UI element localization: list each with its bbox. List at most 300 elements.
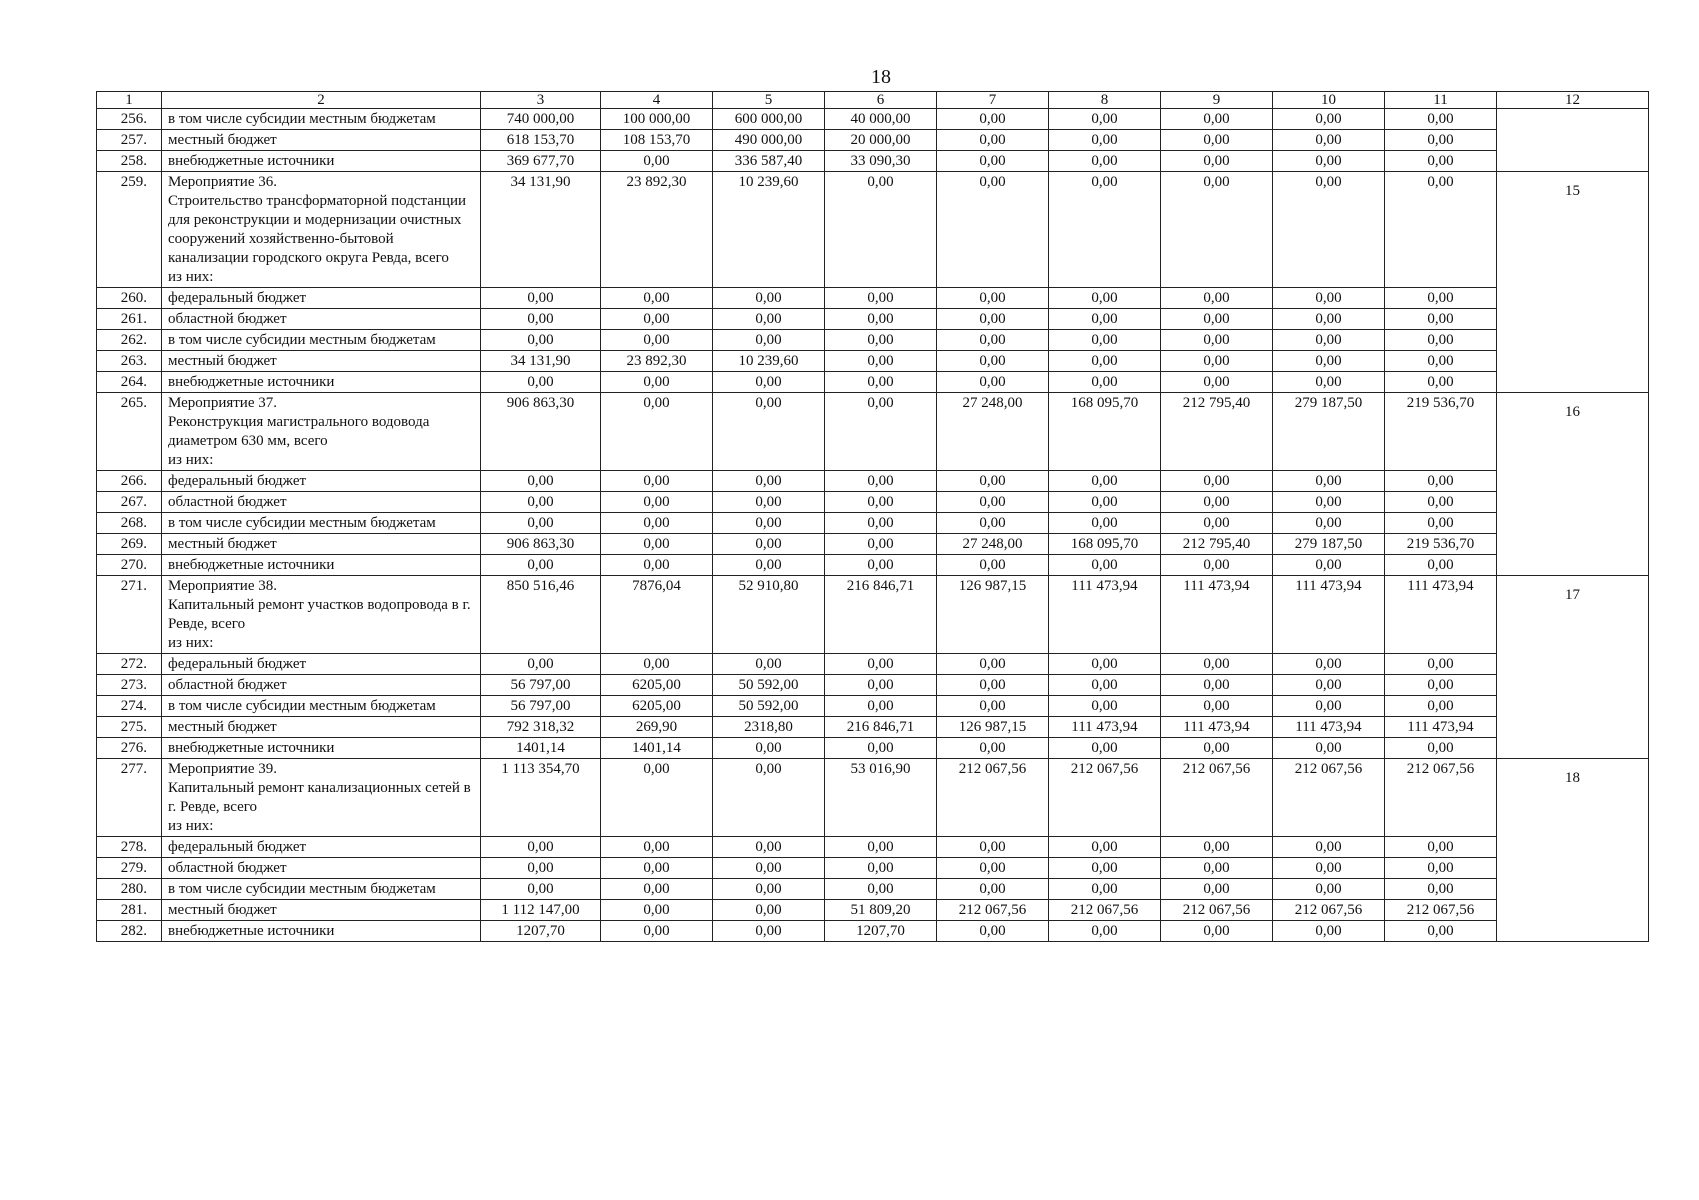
amount-cell: 0,00 <box>1385 675 1497 696</box>
amount-cell: 0,00 <box>713 858 825 879</box>
amount-cell: 212 067,56 <box>1049 900 1161 921</box>
table-row <box>97 738 1649 759</box>
amount-cell: 0,00 <box>1049 172 1161 288</box>
amount-cell: 0,00 <box>825 288 937 309</box>
amount-cell: 50 592,00 <box>713 675 825 696</box>
amount-cell: 216 846,71 <box>825 717 937 738</box>
amount-cell: 0,00 <box>481 879 601 900</box>
row-number: 268. <box>97 513 162 534</box>
table-row <box>97 109 1649 130</box>
row-label: местный бюджет <box>162 130 481 151</box>
amount-cell: 0,00 <box>601 513 713 534</box>
amount-cell: 0,00 <box>481 372 601 393</box>
amount-cell: 111 473,94 <box>1385 717 1497 738</box>
amount-cell: 0,00 <box>1385 372 1497 393</box>
amount-cell: 0,00 <box>937 654 1049 675</box>
amount-cell: 0,00 <box>825 172 937 288</box>
amount-cell: 50 592,00 <box>713 696 825 717</box>
amount-cell: 0,00 <box>1049 858 1161 879</box>
row-number: 270. <box>97 555 162 576</box>
row-number: 260. <box>97 288 162 309</box>
amount-cell: 0,00 <box>601 858 713 879</box>
column-header: 1 <box>97 92 162 109</box>
row-label: в том числе субсидии местным бюджетам <box>162 513 481 534</box>
amount-cell: 0,00 <box>601 534 713 555</box>
amount-cell: 0,00 <box>1161 330 1273 351</box>
table-row <box>97 130 1649 151</box>
amount-cell: 0,00 <box>1049 471 1161 492</box>
row-label: местный бюджет <box>162 351 481 372</box>
amount-cell: 0,00 <box>713 309 825 330</box>
amount-cell: 0,00 <box>937 172 1049 288</box>
amount-cell: 0,00 <box>1161 471 1273 492</box>
amount-cell: 0,00 <box>1273 738 1385 759</box>
amount-cell: 27 248,00 <box>937 393 1049 471</box>
amount-cell: 0,00 <box>713 900 825 921</box>
row-label: федеральный бюджет <box>162 837 481 858</box>
row-number: 279. <box>97 858 162 879</box>
amount-cell: 212 067,56 <box>1049 759 1161 837</box>
amount-cell: 0,00 <box>713 921 825 942</box>
table-row <box>97 534 1649 555</box>
amount-cell: 0,00 <box>1161 172 1273 288</box>
row-number: 277. <box>97 759 162 837</box>
amount-cell: 168 095,70 <box>1049 393 1161 471</box>
amount-cell: 0,00 <box>601 555 713 576</box>
table-row <box>97 654 1649 675</box>
amount-cell: 0,00 <box>1385 879 1497 900</box>
amount-cell: 0,00 <box>1273 921 1385 942</box>
amount-cell: 0,00 <box>1385 555 1497 576</box>
row-number: 263. <box>97 351 162 372</box>
column-header: 10 <box>1273 92 1385 109</box>
amount-cell: 111 473,94 <box>1049 717 1161 738</box>
amount-cell: 0,00 <box>1385 330 1497 351</box>
table-row <box>97 151 1649 172</box>
table-row <box>97 576 1649 654</box>
table-row <box>97 837 1649 858</box>
amount-cell: 0,00 <box>1273 675 1385 696</box>
amount-cell: 111 473,94 <box>1049 576 1161 654</box>
amount-cell: 0,00 <box>825 675 937 696</box>
row-label: федеральный бюджет <box>162 288 481 309</box>
amount-cell: 0,00 <box>937 351 1049 372</box>
table-row <box>97 288 1649 309</box>
amount-cell: 0,00 <box>1161 654 1273 675</box>
amount-cell: 168 095,70 <box>1049 534 1161 555</box>
amount-cell: 0,00 <box>1161 675 1273 696</box>
amount-cell: 0,00 <box>601 372 713 393</box>
row-number: 258. <box>97 151 162 172</box>
amount-cell: 0,00 <box>713 330 825 351</box>
amount-cell: 126 987,15 <box>937 717 1049 738</box>
amount-cell: 850 516,46 <box>481 576 601 654</box>
table-row <box>97 492 1649 513</box>
column-header: 8 <box>1049 92 1161 109</box>
row-label: областной бюджет <box>162 309 481 330</box>
amount-cell: 0,00 <box>1385 492 1497 513</box>
row-number: 278. <box>97 837 162 858</box>
amount-cell: 10 239,60 <box>713 172 825 288</box>
amount-cell: 0,00 <box>937 309 1049 330</box>
row-label: в том числе субсидии местным бюджетам <box>162 696 481 717</box>
row-label: Мероприятие 36. Строительство трансформаторной подстанции для реконструкции и модернизации очистных сооружений хозяйственно-бытовой канализации городского округа Ревда, всего из них: <box>162 172 481 288</box>
amount-cell: 0,00 <box>825 879 937 900</box>
amount-cell: 0,00 <box>825 471 937 492</box>
amount-cell: 212 795,40 <box>1161 534 1273 555</box>
amount-cell: 212 067,56 <box>1161 759 1273 837</box>
amount-cell: 53 016,90 <box>825 759 937 837</box>
amount-cell: 10 239,60 <box>713 351 825 372</box>
amount-cell: 1 113 354,70 <box>481 759 601 837</box>
amount-cell: 0,00 <box>481 513 601 534</box>
amount-cell: 0,00 <box>1161 151 1273 172</box>
table-row <box>97 513 1649 534</box>
amount-cell: 0,00 <box>601 654 713 675</box>
amount-cell: 0,00 <box>1273 513 1385 534</box>
amount-cell: 0,00 <box>937 921 1049 942</box>
amount-cell: 0,00 <box>1385 696 1497 717</box>
amount-cell: 1207,70 <box>481 921 601 942</box>
amount-cell: 0,00 <box>713 738 825 759</box>
row-label: внебюджетные источники <box>162 738 481 759</box>
amount-cell: 0,00 <box>1049 513 1161 534</box>
amount-cell: 0,00 <box>1161 696 1273 717</box>
amount-cell: 0,00 <box>481 837 601 858</box>
table-row <box>97 759 1649 837</box>
header-row <box>97 92 1649 109</box>
amount-cell: 0,00 <box>1161 555 1273 576</box>
row-number: 274. <box>97 696 162 717</box>
row-number: 269. <box>97 534 162 555</box>
amount-cell: 0,00 <box>601 759 713 837</box>
amount-cell: 111 473,94 <box>1161 717 1273 738</box>
amount-cell: 0,00 <box>713 288 825 309</box>
amount-cell: 0,00 <box>937 288 1049 309</box>
row-number: 256. <box>97 109 162 130</box>
amount-cell: 0,00 <box>481 555 601 576</box>
amount-cell: 1207,70 <box>825 921 937 942</box>
amount-cell: 1401,14 <box>601 738 713 759</box>
amount-cell: 0,00 <box>937 330 1049 351</box>
amount-cell: 0,00 <box>1049 555 1161 576</box>
row-label: Мероприятие 38. Капитальный ремонт участков водопровода в г. Ревде, всего из них: <box>162 576 481 654</box>
amount-cell: 369 677,70 <box>481 151 601 172</box>
amount-cell: 0,00 <box>1385 309 1497 330</box>
table-row <box>97 900 1649 921</box>
amount-cell: 0,00 <box>937 109 1049 130</box>
amount-cell: 0,00 <box>825 696 937 717</box>
table-row <box>97 879 1649 900</box>
amount-cell: 0,00 <box>825 738 937 759</box>
amount-cell: 0,00 <box>1161 858 1273 879</box>
amount-cell: 0,00 <box>601 309 713 330</box>
row-number: 273. <box>97 675 162 696</box>
amount-cell: 0,00 <box>1273 696 1385 717</box>
amount-cell: 0,00 <box>481 654 601 675</box>
amount-cell: 212 067,56 <box>937 900 1049 921</box>
amount-cell: 0,00 <box>1385 471 1497 492</box>
amount-cell: 0,00 <box>1273 858 1385 879</box>
column-header: 9 <box>1161 92 1273 109</box>
reference-cell: 15 <box>1497 172 1649 393</box>
row-number: 261. <box>97 309 162 330</box>
amount-cell: 0,00 <box>825 330 937 351</box>
amount-cell: 0,00 <box>937 492 1049 513</box>
amount-cell: 0,00 <box>1273 351 1385 372</box>
amount-cell: 212 067,56 <box>1273 900 1385 921</box>
table-row <box>97 696 1649 717</box>
table-row <box>97 717 1649 738</box>
amount-cell: 33 090,30 <box>825 151 937 172</box>
amount-cell: 0,00 <box>825 858 937 879</box>
amount-cell: 0,00 <box>825 492 937 513</box>
column-header: 4 <box>601 92 713 109</box>
amount-cell: 0,00 <box>825 555 937 576</box>
row-number: 257. <box>97 130 162 151</box>
amount-cell: 0,00 <box>825 837 937 858</box>
amount-cell: 0,00 <box>1385 172 1497 288</box>
table-row <box>97 675 1649 696</box>
amount-cell: 0,00 <box>1385 513 1497 534</box>
row-number: 281. <box>97 900 162 921</box>
amount-cell: 0,00 <box>1049 675 1161 696</box>
reference-cell: 16 <box>1497 393 1649 576</box>
amount-cell: 0,00 <box>713 513 825 534</box>
row-number: 275. <box>97 717 162 738</box>
row-number: 264. <box>97 372 162 393</box>
row-label: областной бюджет <box>162 675 481 696</box>
amount-cell: 0,00 <box>1273 330 1385 351</box>
amount-cell: 51 809,20 <box>825 900 937 921</box>
amount-cell: 0,00 <box>937 151 1049 172</box>
amount-cell: 212 795,40 <box>1161 393 1273 471</box>
table-row <box>97 330 1649 351</box>
amount-cell: 0,00 <box>1273 309 1385 330</box>
row-number: 272. <box>97 654 162 675</box>
amount-cell: 0,00 <box>937 555 1049 576</box>
amount-cell: 0,00 <box>1385 921 1497 942</box>
row-number: 267. <box>97 492 162 513</box>
amount-cell: 0,00 <box>1049 309 1161 330</box>
amount-cell: 0,00 <box>825 351 937 372</box>
amount-cell: 0,00 <box>481 330 601 351</box>
amount-cell: 0,00 <box>937 675 1049 696</box>
amount-cell: 0,00 <box>937 879 1049 900</box>
amount-cell: 0,00 <box>1161 309 1273 330</box>
row-number: 259. <box>97 172 162 288</box>
amount-cell: 216 846,71 <box>825 576 937 654</box>
amount-cell: 0,00 <box>1049 738 1161 759</box>
table-row <box>97 858 1649 879</box>
amount-cell: 0,00 <box>1273 109 1385 130</box>
amount-cell: 0,00 <box>1161 109 1273 130</box>
column-header: 3 <box>481 92 601 109</box>
amount-cell: 212 067,56 <box>1161 900 1273 921</box>
amount-cell: 0,00 <box>1049 109 1161 130</box>
table-row <box>97 555 1649 576</box>
amount-cell: 27 248,00 <box>937 534 1049 555</box>
amount-cell: 212 067,56 <box>1273 759 1385 837</box>
amount-cell: 0,00 <box>1049 696 1161 717</box>
row-label: внебюджетные источники <box>162 151 481 172</box>
amount-cell: 0,00 <box>937 837 1049 858</box>
amount-cell: 111 473,94 <box>1385 576 1497 654</box>
amount-cell: 0,00 <box>1385 837 1497 858</box>
row-label: внебюджетные источники <box>162 921 481 942</box>
amount-cell: 0,00 <box>481 288 601 309</box>
amount-cell: 740 000,00 <box>481 109 601 130</box>
amount-cell: 0,00 <box>713 534 825 555</box>
amount-cell: 0,00 <box>1273 879 1385 900</box>
budget-table <box>96 91 1649 942</box>
amount-cell: 0,00 <box>1161 372 1273 393</box>
amount-cell: 0,00 <box>713 555 825 576</box>
amount-cell: 0,00 <box>481 858 601 879</box>
amount-cell: 0,00 <box>1049 879 1161 900</box>
row-number: 280. <box>97 879 162 900</box>
table-row <box>97 309 1649 330</box>
amount-cell: 0,00 <box>1273 837 1385 858</box>
amount-cell: 0,00 <box>601 492 713 513</box>
amount-cell: 0,00 <box>937 513 1049 534</box>
amount-cell: 0,00 <box>1385 858 1497 879</box>
amount-cell: 269,90 <box>601 717 713 738</box>
amount-cell: 40 000,00 <box>825 109 937 130</box>
amount-cell: 0,00 <box>713 879 825 900</box>
amount-cell: 1 112 147,00 <box>481 900 601 921</box>
amount-cell: 0,00 <box>1049 372 1161 393</box>
amount-cell: 0,00 <box>713 471 825 492</box>
amount-cell: 23 892,30 <box>601 351 713 372</box>
table-row <box>97 393 1649 471</box>
amount-cell: 0,00 <box>1273 372 1385 393</box>
amount-cell: 34 131,90 <box>481 172 601 288</box>
amount-cell: 0,00 <box>601 330 713 351</box>
column-header: 5 <box>713 92 825 109</box>
amount-cell: 0,00 <box>1049 492 1161 513</box>
amount-cell: 0,00 <box>1161 351 1273 372</box>
row-number: 266. <box>97 471 162 492</box>
row-number: 282. <box>97 921 162 942</box>
amount-cell: 0,00 <box>1161 879 1273 900</box>
row-label: внебюджетные источники <box>162 555 481 576</box>
amount-cell: 0,00 <box>713 372 825 393</box>
row-number: 271. <box>97 576 162 654</box>
amount-cell: 0,00 <box>1385 351 1497 372</box>
amount-cell: 0,00 <box>825 393 937 471</box>
column-header: 11 <box>1385 92 1497 109</box>
amount-cell: 0,00 <box>1273 492 1385 513</box>
amount-cell: 0,00 <box>1385 654 1497 675</box>
amount-cell: 6205,00 <box>601 675 713 696</box>
amount-cell: 0,00 <box>1049 288 1161 309</box>
amount-cell: 0,00 <box>1273 172 1385 288</box>
row-label: федеральный бюджет <box>162 471 481 492</box>
amount-cell: 212 067,56 <box>1385 900 1497 921</box>
row-label: Мероприятие 37. Реконструкция магистрального водовода диаметром 630 мм, всего из них: <box>162 393 481 471</box>
amount-cell: 0,00 <box>825 654 937 675</box>
row-label: местный бюджет <box>162 717 481 738</box>
amount-cell: 111 473,94 <box>1273 717 1385 738</box>
column-header: 6 <box>825 92 937 109</box>
amount-cell: 0,00 <box>1049 654 1161 675</box>
row-label: областной бюджет <box>162 858 481 879</box>
table-row <box>97 921 1649 942</box>
reference-cell: 18 <box>1497 759 1649 942</box>
amount-cell: 212 067,56 <box>1385 759 1497 837</box>
amount-cell: 906 863,30 <box>481 534 601 555</box>
row-label: в том числе субсидии местным бюджетам <box>162 109 481 130</box>
amount-cell: 0,00 <box>1161 513 1273 534</box>
amount-cell: 336 587,40 <box>713 151 825 172</box>
row-label: местный бюджет <box>162 534 481 555</box>
amount-cell: 906 863,30 <box>481 393 601 471</box>
amount-cell: 219 536,70 <box>1385 534 1497 555</box>
amount-cell: 0,00 <box>1049 130 1161 151</box>
amount-cell: 2318,80 <box>713 717 825 738</box>
amount-cell: 600 000,00 <box>713 109 825 130</box>
amount-cell: 23 892,30 <box>601 172 713 288</box>
amount-cell: 0,00 <box>1385 151 1497 172</box>
amount-cell: 0,00 <box>825 309 937 330</box>
amount-cell: 0,00 <box>601 837 713 858</box>
amount-cell: 0,00 <box>825 372 937 393</box>
row-label: местный бюджет <box>162 900 481 921</box>
amount-cell: 0,00 <box>713 654 825 675</box>
amount-cell: 1401,14 <box>481 738 601 759</box>
amount-cell: 0,00 <box>1273 130 1385 151</box>
amount-cell: 0,00 <box>481 309 601 330</box>
amount-cell: 0,00 <box>601 288 713 309</box>
amount-cell: 0,00 <box>1273 151 1385 172</box>
amount-cell: 111 473,94 <box>1161 576 1273 654</box>
amount-cell: 0,00 <box>1049 351 1161 372</box>
amount-cell: 0,00 <box>937 858 1049 879</box>
amount-cell: 212 067,56 <box>937 759 1049 837</box>
row-label: областной бюджет <box>162 492 481 513</box>
amount-cell: 0,00 <box>937 696 1049 717</box>
amount-cell: 52 910,80 <box>713 576 825 654</box>
amount-cell: 0,00 <box>713 837 825 858</box>
amount-cell: 0,00 <box>601 471 713 492</box>
amount-cell: 0,00 <box>1385 109 1497 130</box>
table-row <box>97 351 1649 372</box>
row-label: внебюджетные источники <box>162 372 481 393</box>
amount-cell: 0,00 <box>1385 738 1497 759</box>
table-row <box>97 172 1649 288</box>
budget-table-body <box>97 92 1649 942</box>
amount-cell: 20 000,00 <box>825 130 937 151</box>
amount-cell: 34 131,90 <box>481 351 601 372</box>
amount-cell: 0,00 <box>825 534 937 555</box>
amount-cell: 0,00 <box>1161 130 1273 151</box>
amount-cell: 0,00 <box>1049 837 1161 858</box>
amount-cell: 56 797,00 <box>481 675 601 696</box>
row-label: Мероприятие 39. Капитальный ремонт канализационных сетей в г. Ревде, всего из них: <box>162 759 481 837</box>
amount-cell: 6205,00 <box>601 696 713 717</box>
amount-cell: 56 797,00 <box>481 696 601 717</box>
amount-cell: 0,00 <box>1161 288 1273 309</box>
amount-cell: 0,00 <box>601 921 713 942</box>
amount-cell: 0,00 <box>1385 288 1497 309</box>
amount-cell: 0,00 <box>601 900 713 921</box>
row-label: федеральный бюджет <box>162 654 481 675</box>
amount-cell: 0,00 <box>1161 492 1273 513</box>
amount-cell: 0,00 <box>1273 654 1385 675</box>
amount-cell: 0,00 <box>1049 151 1161 172</box>
amount-cell: 0,00 <box>713 759 825 837</box>
